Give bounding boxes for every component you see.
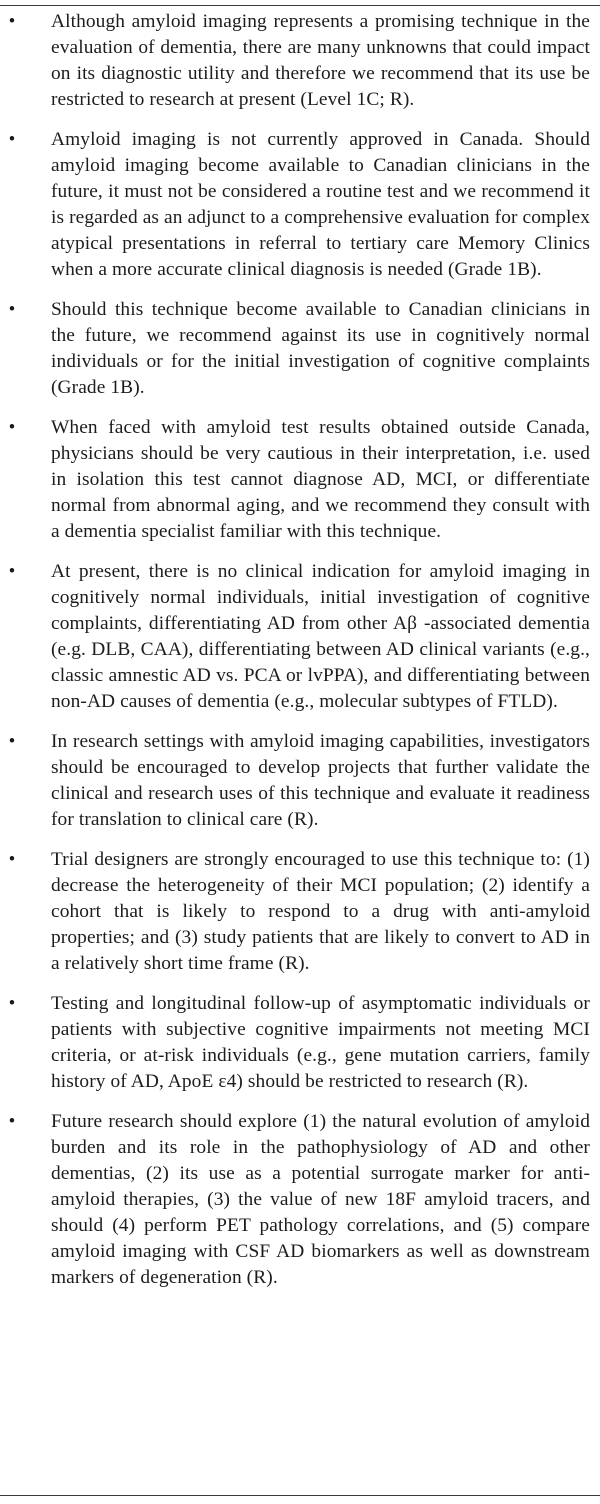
- recommendation-text: Although amyloid imaging represents a promising technique in the evaluation of dementia, there are many unknowns that could impact on its diagnostic utility and therefore we recommend that its use be restricted to research at present (Level 1C; R).: [51, 11, 590, 110]
- bullet-icon: •: [8, 1111, 16, 1132]
- list-item: [0, 297, 600, 401]
- bullet-icon: •: [8, 849, 16, 870]
- bullet-icon: •: [8, 561, 16, 582]
- recommendation-text: When faced with amyloid test results obtained outside Canada, physicians should be very cautious in their interpretation, i.e. used in isolation this test cannot diagnose AD, MCI, or differentiate normal from abnormal aging, and we recommend they consult with a dementia specialist familiar with this technique.: [51, 417, 590, 542]
- bottom-rule: [0, 1495, 600, 1496]
- list-item: [0, 415, 600, 545]
- recommendation-text: Testing and longitudinal follow-up of asymptomatic individuals or patients with subjective cognitive impairments not meeting MCI criteria, or at-risk individuals (e.g., gene mutation carriers, family history of AD, ApoE ε4) should be restricted to research (R).: [51, 993, 590, 1092]
- recommendation-text: Should this technique become available to Canadian clinicians in the future, we recommend against its use in cognitively normal individuals or for the initial investigation of cognitive complaints (Grade 1B).: [51, 299, 590, 398]
- list-item: [0, 9, 600, 113]
- bullet-icon: •: [8, 731, 16, 752]
- list-item: [0, 847, 600, 977]
- bullet-icon: •: [8, 11, 16, 32]
- recommendation-text: At present, there is no clinical indication for amyloid imaging in cognitively normal individuals, initial investigation of cognitive complaints, differentiating AD from other Aβ -associated dementia (e.g. DLB, CAA), differentiating between AD clinical variants (e.g., classic amnestic AD vs. PCA or lvPPA), and differentiating between non-AD causes of dementia (e.g., molecular subtypes of FTLD).: [51, 561, 590, 712]
- recommendation-list: [0, 9, 600, 1291]
- list-item: [0, 991, 600, 1095]
- list-item: [0, 127, 600, 283]
- bullet-icon: •: [8, 129, 16, 150]
- recommendation-text: Future research should explore (1) the natural evolution of amyloid burden and its role in the pathophysiology of AD and other dementias, (2) its use as a potential surrogate marker for anti-amyloid therapies, (3) the value of new 18F amyloid tracers, and should (4) perform PET pathology correlations, and (5) compare amyloid imaging with CSF AD biomarkers as well as downstream markers of degeneration (R).: [51, 1111, 590, 1288]
- recommendation-text: Trial designers are strongly encouraged to use this technique to: (1) decrease the heterogeneity of their MCI population; (2) identify a cohort that is likely to respond to a drug with anti-amyloid properties; and (3) study patients that are likely to convert to AD in a relatively short time frame (R).: [51, 849, 590, 974]
- list-item: [0, 559, 600, 715]
- list-item: [0, 729, 600, 833]
- recommendation-text: Amyloid imaging is not currently approved in Canada. Should amyloid imaging become available to Canadian clinicians in the future, it must not be considered a routine test and we recommend it is regarded as an adjunct to a comprehensive evaluation for complex atypical presentations in referral to tertiary care Memory Clinics when a more accurate clinical diagnosis is needed (Grade 1B).: [51, 129, 590, 280]
- list-item: [0, 1109, 600, 1291]
- top-rule: [0, 5, 600, 6]
- bullet-icon: •: [8, 417, 16, 438]
- bullet-icon: •: [8, 299, 16, 320]
- recommendation-text: In research settings with amyloid imaging capabilities, investigators should be encouraged to develop projects that further validate the clinical and research uses of this technique and evaluate it readiness for translation to clinical care (R).: [51, 731, 590, 830]
- bullet-icon: •: [8, 993, 16, 1014]
